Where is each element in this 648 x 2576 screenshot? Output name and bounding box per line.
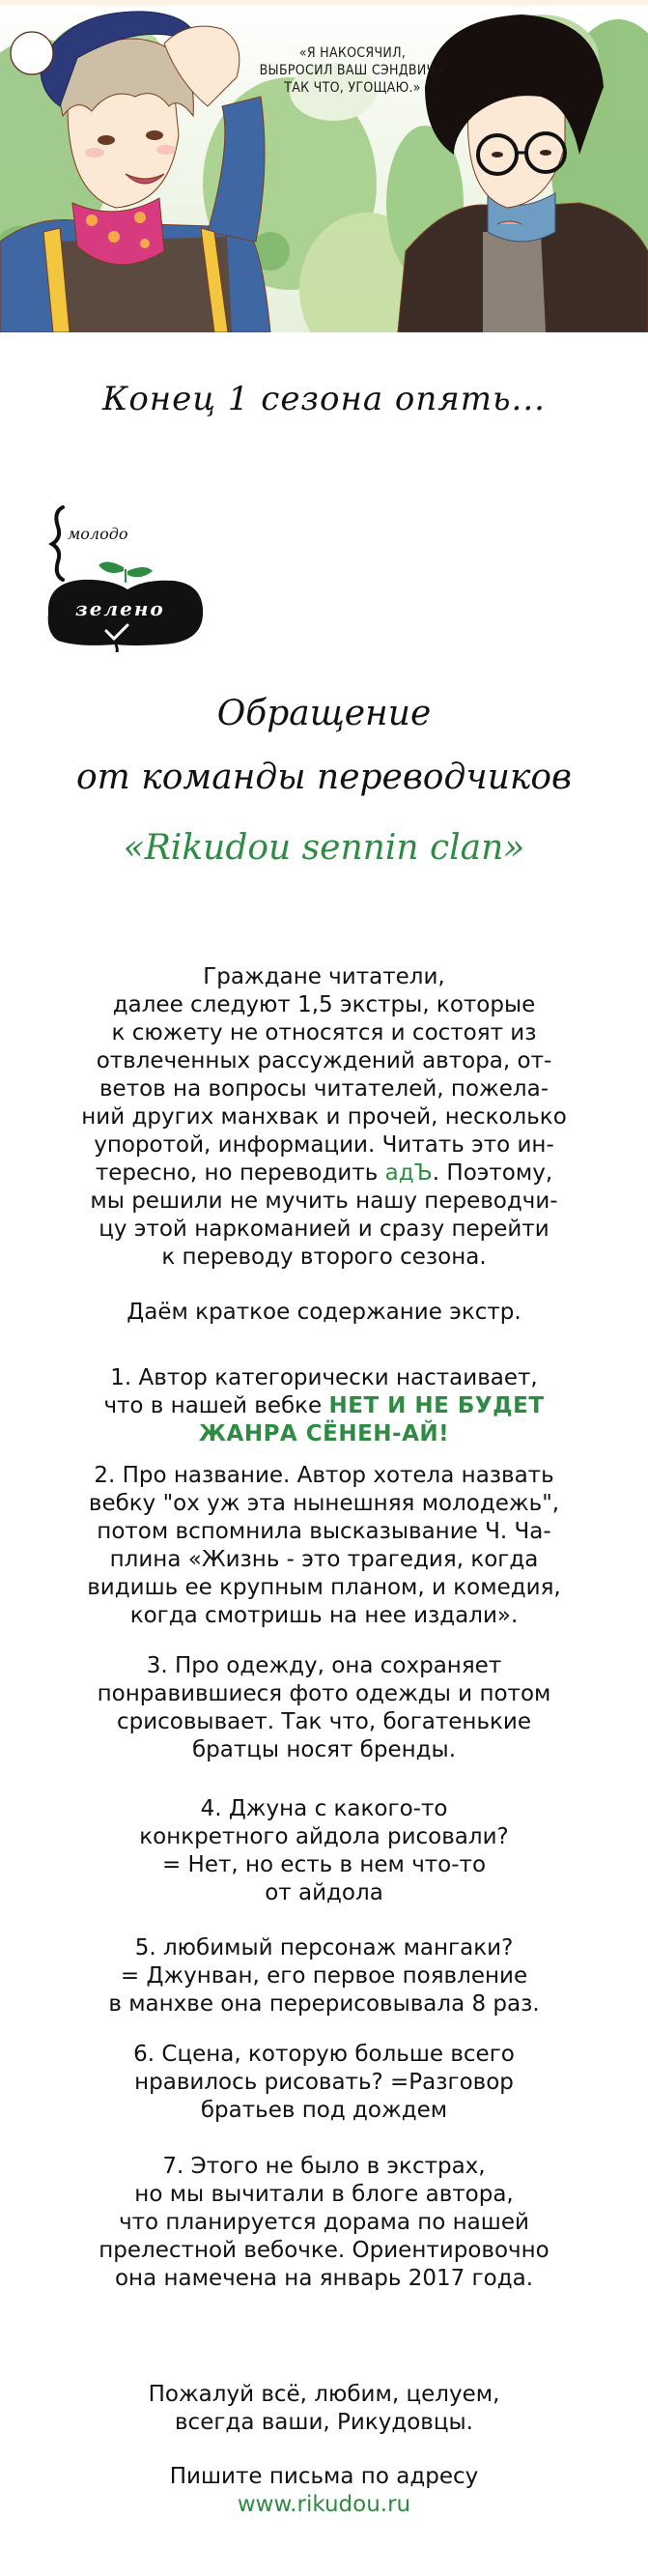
text-line: ний других манхвак и прочей, несколько: [81, 1104, 567, 1130]
text-line: к сюжету не относятся и состоят из: [111, 1020, 537, 1045]
appeal-heading-line1: Обращение: [216, 694, 432, 733]
point-4: [29, 1795, 619, 1907]
point-7: [29, 2153, 619, 2293]
text-line: плина «Жизнь - это трагедия, когда: [109, 1547, 539, 1572]
text-line: [29, 1159, 619, 1188]
sprout-icon: [99, 561, 124, 573]
speech-line: ТАК ЧТО, УГОЩАЮ.»: [284, 80, 421, 96]
speech-line: ВЫБРОСИЛ ВАШ СЭНДВИЧ~: [259, 63, 446, 78]
intro-paragraph: [29, 963, 619, 1272]
text-line: когда смотришь на нее издали».: [129, 1603, 519, 1628]
closing-farewell: [29, 2381, 619, 2437]
text-line: 6. Сцена, которую больше всего: [133, 2042, 515, 2067]
text-fragment: что в нашей вебке: [103, 1393, 329, 1418]
text-line: 4. Джуна с какого-то: [200, 1796, 448, 1821]
comic-panel-illustration: [0, 0, 648, 332]
text-fragment: . Поэтому,: [432, 1160, 553, 1186]
text-line: она намечена на январь 2017 года.: [114, 2266, 534, 2291]
text-line: 5. любимый персонаж мангаки?: [134, 1935, 514, 1961]
speech-bubble-text: [232, 44, 473, 97]
text-line: в манхве она перерисовывала 8 раз.: [108, 1991, 540, 2017]
point-1: [29, 1364, 619, 1448]
highlight-text: ЖАНРА СЁНЕН-АЙ!: [198, 1421, 450, 1446]
point-2: [29, 1462, 619, 1630]
point-3: [29, 1652, 619, 1764]
text-line: братцы носят бренды.: [191, 1737, 457, 1762]
text-line: братьев под дождем: [200, 2098, 448, 2123]
text-line: что планируется дорама по нашей: [119, 2210, 529, 2235]
highlight-word: адЪ: [384, 1160, 433, 1186]
text-line: 3. Про одежду, она сохраняет: [146, 1653, 502, 1678]
team-logo: [39, 498, 212, 652]
season-end-heading: Конец 1 сезона опять...: [102, 380, 546, 418]
text-line: = Нет, но есть в нем что-то: [161, 1852, 487, 1877]
text-line: нравилось рисовать? =Разговор: [134, 2070, 514, 2095]
text-line: видишь ее крупным планом, и комедия,: [87, 1575, 561, 1600]
text-line: срисовывает. Так что, богатенькие: [116, 1709, 532, 1734]
point-5: [29, 1934, 619, 2018]
logo-bottom-word: зелено: [75, 597, 165, 620]
text-fragment: тересно, но переводить: [95, 1160, 385, 1186]
summary-heading: [29, 1299, 619, 1327]
text-line: но мы вычитали в блоге автора,: [134, 2182, 514, 2207]
logo-graphic: [39, 498, 212, 652]
text-line: 2. Про название. Автор хотела назвать: [94, 1463, 554, 1488]
text-line: Пожалуй всё, любим, целуем,: [148, 2382, 500, 2407]
text-line: = Джунван, его первое появление: [120, 1963, 528, 1989]
text-line: понравившиеся фото одежды и потом: [97, 1681, 551, 1706]
text-line: Граждане читатели,: [203, 964, 445, 989]
text-line: вебку "ох уж эта нынешняя молодежь",: [88, 1491, 560, 1516]
speech-line: «Я НАКОСЯЧИЛ,: [298, 45, 407, 61]
point-6: [29, 2041, 619, 2125]
text-line: ветов на вопросы читателей, пожела-: [99, 1076, 549, 1102]
text-line: цу этой наркоманией и сразу перейти: [99, 1216, 549, 1242]
team-name: «Rikudou sennin clan»: [123, 828, 525, 868]
text-line: 1. Автор категорически настаивает,: [110, 1365, 538, 1390]
text-line: [29, 1392, 619, 1420]
text-line: 7. Этого не было в экстрах,: [162, 2154, 486, 2179]
text-line: конкретного айдола рисовали?: [139, 1824, 509, 1849]
text-line: отвлеченных рассуждений автора, от-: [96, 1048, 552, 1073]
highlight-text: НЕТ И НЕ БУДЕТ: [328, 1393, 545, 1418]
logo-top-word: молодо: [68, 525, 128, 543]
text-line: Даём краткое содержание экстр.: [127, 1300, 521, 1325]
appeal-heading-line2: от команды переводчиков: [75, 758, 573, 797]
text-line: всегда ваши, Рикудовцы.: [175, 2410, 473, 2435]
mail-label: Пишите письма по адресу: [169, 2464, 479, 2489]
text-line: к переводу второго сезона.: [161, 1245, 487, 1270]
text-line: далее следуют 1,5 экстры, которые: [112, 992, 536, 1017]
text-line: потом вспомнила высказывание Ч. Ча-: [97, 1519, 551, 1544]
text-line: упоротой, информации. Читать это ин-: [94, 1132, 554, 1158]
website-link[interactable]: www.rikudou.ru: [237, 2492, 411, 2517]
text-line: мы решили не мучить нашу переводчи-: [90, 1188, 558, 1214]
text-line: прелестной вебочке. Ориентировочно: [99, 2238, 549, 2263]
closing-contact: [29, 2463, 619, 2519]
text-line: от айдола: [265, 1880, 383, 1905]
